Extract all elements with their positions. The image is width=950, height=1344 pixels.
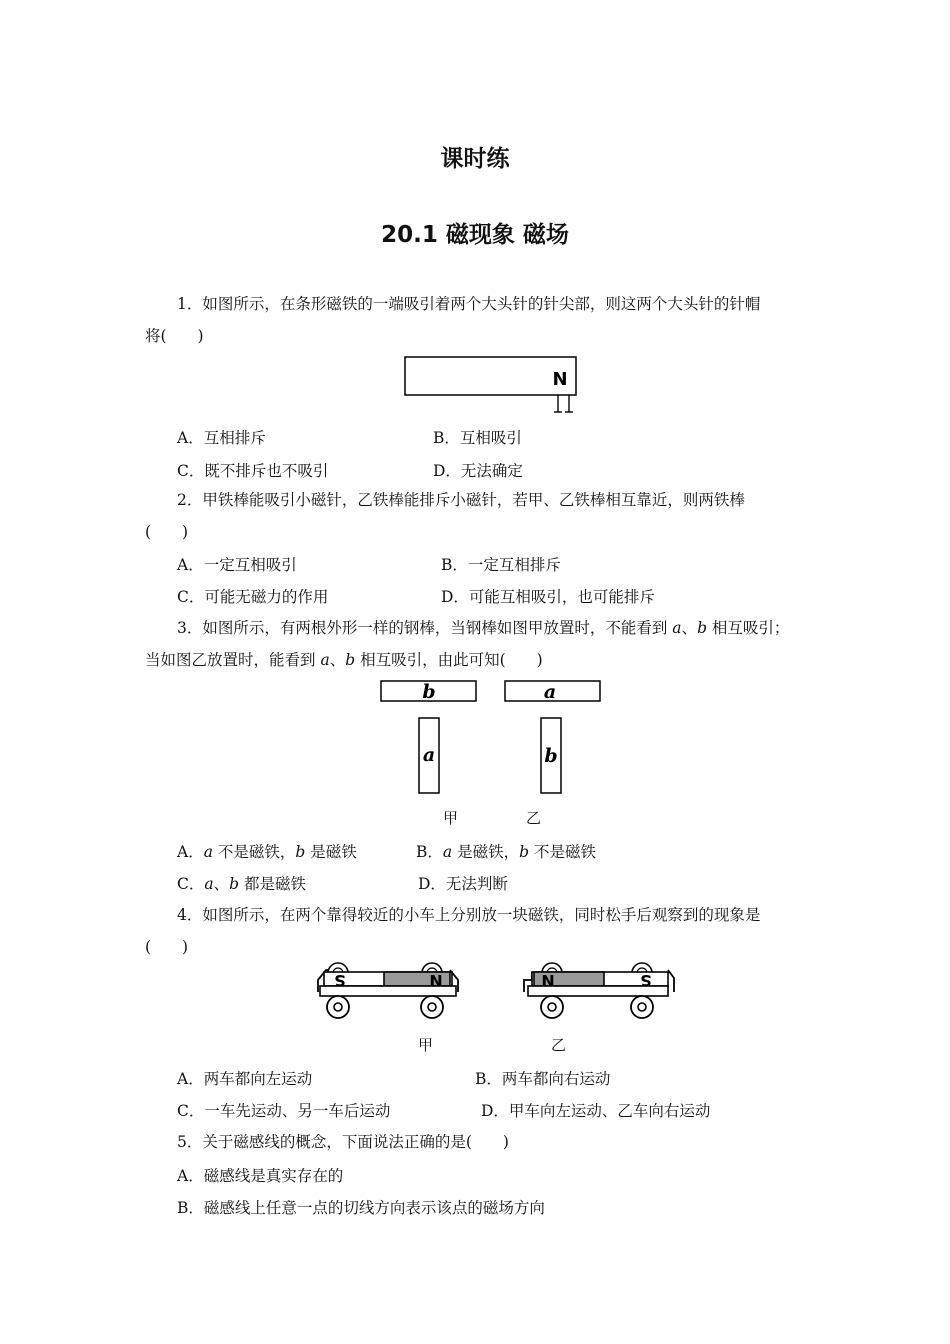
q5-option-a: A．磁感线是真实存在的 xyxy=(177,1167,344,1185)
q2-text-line2: ( ) xyxy=(145,523,189,541)
q1-figure-bar-magnet xyxy=(400,352,590,418)
q5-text-line1: 5．关于磁感线的概念，下面说法正确的是( ) xyxy=(177,1133,509,1151)
car-yi-pole-s: S xyxy=(640,971,652,990)
q3-caption-jia: 甲 xyxy=(443,809,459,827)
q2-text-line1: 2．甲铁棒能吸引小磁针，乙铁棒能排斥小磁针，若甲、乙铁棒相互靠近，则两铁棒 xyxy=(177,491,745,509)
car-jia-pole-s: S xyxy=(334,971,346,990)
q5-option-b: B．磁感线上任意一点的切线方向表示该点的磁场方向 xyxy=(177,1199,545,1217)
q1-text-line1: 1．如图所示，在条形磁铁的一端吸引着两个大头针的针尖部，则这两个大头针的针帽 xyxy=(177,295,761,313)
q1-text-line2: 将( ) xyxy=(145,327,204,345)
q4-option-a: A．两车都向左运动 xyxy=(177,1070,313,1088)
q4-figure-cars xyxy=(310,960,680,1030)
q1-option-a: A．互相排斥 xyxy=(177,429,266,447)
q3-figure-steel-bars xyxy=(378,678,608,804)
worksheet-title: 课时练 xyxy=(440,146,510,172)
car-yi xyxy=(524,963,674,1018)
q1-option-d: D．无法确定 xyxy=(433,462,523,480)
q4-caption-jia: 甲 xyxy=(418,1036,434,1054)
q2-option-c: C．可能无磁力的作用 xyxy=(177,588,329,606)
fig-yi-label-a: a xyxy=(543,681,557,703)
car-jia-pole-n: N xyxy=(429,971,443,990)
section-title: 20.1 磁现象 磁场 xyxy=(381,222,569,248)
q3-text-line2: 当如图乙放置时，能看到 a、b 相互吸引，由此可知( ) xyxy=(145,651,543,669)
q1-pole-label: N xyxy=(552,369,568,390)
fig-yi-label-b: b xyxy=(544,745,558,767)
q3-text-line1: 3．如图所示，有两根外形一样的钢棒，当钢棒如图甲放置时，不能看到 a、b 相互吸引； xyxy=(177,619,790,637)
q1-option-c: C．既不排斥也不吸引 xyxy=(177,462,329,480)
bar-magnet xyxy=(405,357,576,395)
car-yi-pole-n: N xyxy=(541,971,555,990)
q4-text-line1: 4．如图所示，在两个靠得较近的小车上分别放一块磁铁，同时松手后观察到的现象是 xyxy=(177,906,761,924)
q2-option-b: B．一定互相排斥 xyxy=(441,556,561,574)
q2-option-d: D．可能互相吸引，也可能排斥 xyxy=(441,588,655,606)
fig-jia-label-a: a xyxy=(422,744,436,766)
q2-option-a: A．一定互相吸引 xyxy=(177,556,297,574)
q3-option-a: A．a 不是磁铁，b 是磁铁 xyxy=(177,843,357,861)
q3-option-d: D．无法判断 xyxy=(418,875,508,893)
q4-option-d: D．甲车向左运动、乙车向右运动 xyxy=(481,1102,711,1120)
q4-option-c: C．一车先运动、另一车后运动 xyxy=(177,1102,391,1120)
q4-option-b: B．两车都向右运动 xyxy=(475,1070,611,1088)
car-jia xyxy=(318,963,458,1018)
q3-option-c: C．a、b 都是磁铁 xyxy=(177,875,307,893)
fig-jia-label-b: b xyxy=(422,681,436,703)
q1-option-b: B．互相吸引 xyxy=(433,429,522,447)
q4-caption-yi: 乙 xyxy=(551,1036,567,1054)
q4-text-line2: ( ) xyxy=(145,938,189,956)
q3-option-b: B．a 是磁铁，b 不是磁铁 xyxy=(416,843,596,861)
q3-caption-yi: 乙 xyxy=(526,809,542,827)
